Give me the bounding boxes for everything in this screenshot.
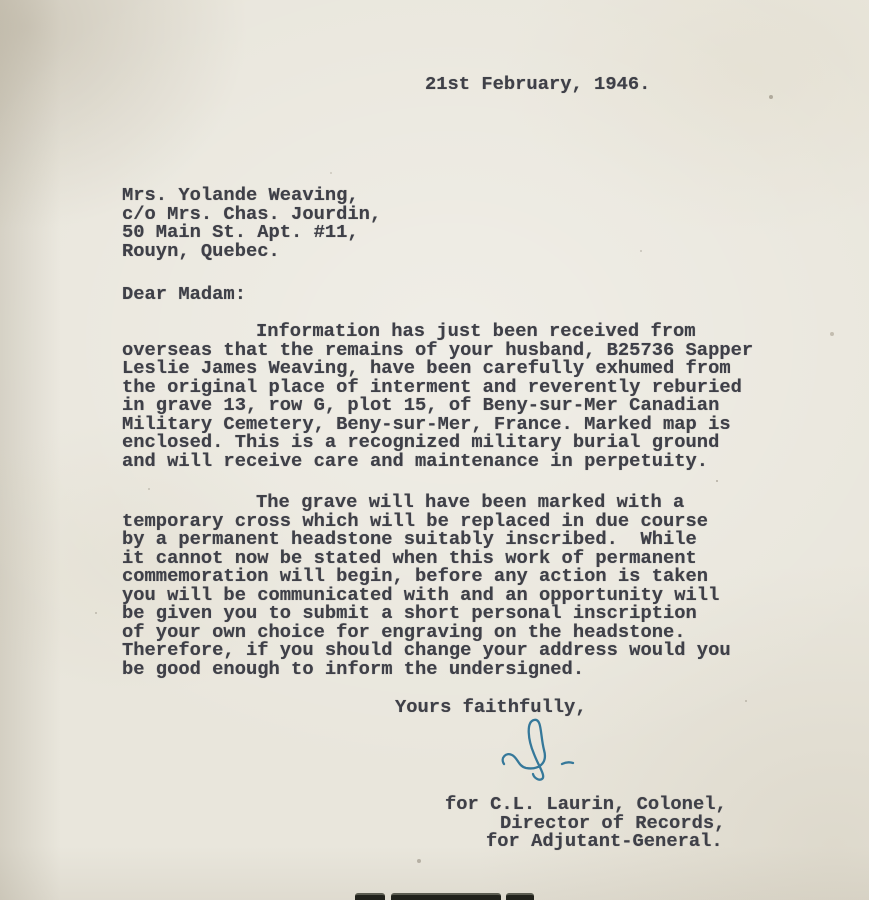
letter-line: and will receive care and maintenance in perpetuity. bbox=[122, 449, 709, 472]
paragraph-1 bbox=[122, 322, 753, 470]
address-line: Mrs. Yolande Weaving, bbox=[122, 184, 359, 206]
letter-line: Leslie James Weaving, have been carefully exhumed from bbox=[122, 357, 731, 379]
letter-line: Military Cemetery, Beny-sur-Mer, France. Marked map is bbox=[122, 412, 731, 435]
letter-line: by a permanent headstone suitably inscribed. While bbox=[122, 528, 697, 550]
bottom-edge-mark bbox=[355, 893, 385, 900]
letter-line: Information has just been received from bbox=[256, 320, 696, 342]
letter-line: it cannot now be stated when this work of permanent bbox=[122, 546, 697, 569]
letter-line: be good enough to inform the undersigned. bbox=[122, 657, 585, 680]
bottom-edge-mark bbox=[506, 893, 534, 900]
signature-block bbox=[0, 795, 869, 851]
letter-line: be given you to submit a short personal inscription bbox=[122, 602, 697, 624]
signature-block-line: Director of Records, bbox=[500, 811, 726, 834]
address-line: c/o Mrs. Chas. Jourdin, bbox=[122, 202, 382, 225]
signature-ink bbox=[498, 712, 590, 784]
signature-block-line: for C.L. Laurin, Colonel, bbox=[445, 793, 727, 815]
letter-line: of your own choice for engraving on the headstone. bbox=[122, 620, 686, 643]
bottom-edge-mark bbox=[391, 893, 501, 900]
letter-line: The grave will have been marked with a bbox=[256, 491, 685, 513]
letter-line: commemoration will begin, before any action is taken bbox=[122, 565, 709, 587]
letter-line: in grave 13, row G, plot 15, of Beny-sur-Mer Canadian bbox=[122, 394, 720, 416]
letter-line: temporary cross which will be replaced in due course bbox=[122, 509, 709, 532]
paragraph-2 bbox=[122, 493, 731, 678]
signature-block-line: for Adjutant-General. bbox=[486, 830, 723, 852]
letter-line: the original place of interment and reverently reburied bbox=[122, 375, 742, 398]
recipient-address bbox=[122, 186, 381, 260]
address-line: 50 Main St. Apt. #11, bbox=[122, 221, 359, 243]
closing-valediction: Yours faithfully, bbox=[395, 696, 587, 718]
letter-line: you will be communicated with and an opportunity will bbox=[122, 583, 720, 606]
address-line: Rouyn, Quebec. bbox=[122, 239, 280, 262]
salutation: Dear Madam: bbox=[122, 283, 246, 305]
letter-date: 21st February, 1946. bbox=[425, 73, 651, 95]
letter-line: enclosed. This is a recognized military burial ground bbox=[122, 431, 720, 453]
letter-line: Therefore, if you should change your address would you bbox=[122, 639, 731, 661]
letter-line: overseas that the remains of your husband, B25736 Sapper bbox=[122, 338, 754, 361]
